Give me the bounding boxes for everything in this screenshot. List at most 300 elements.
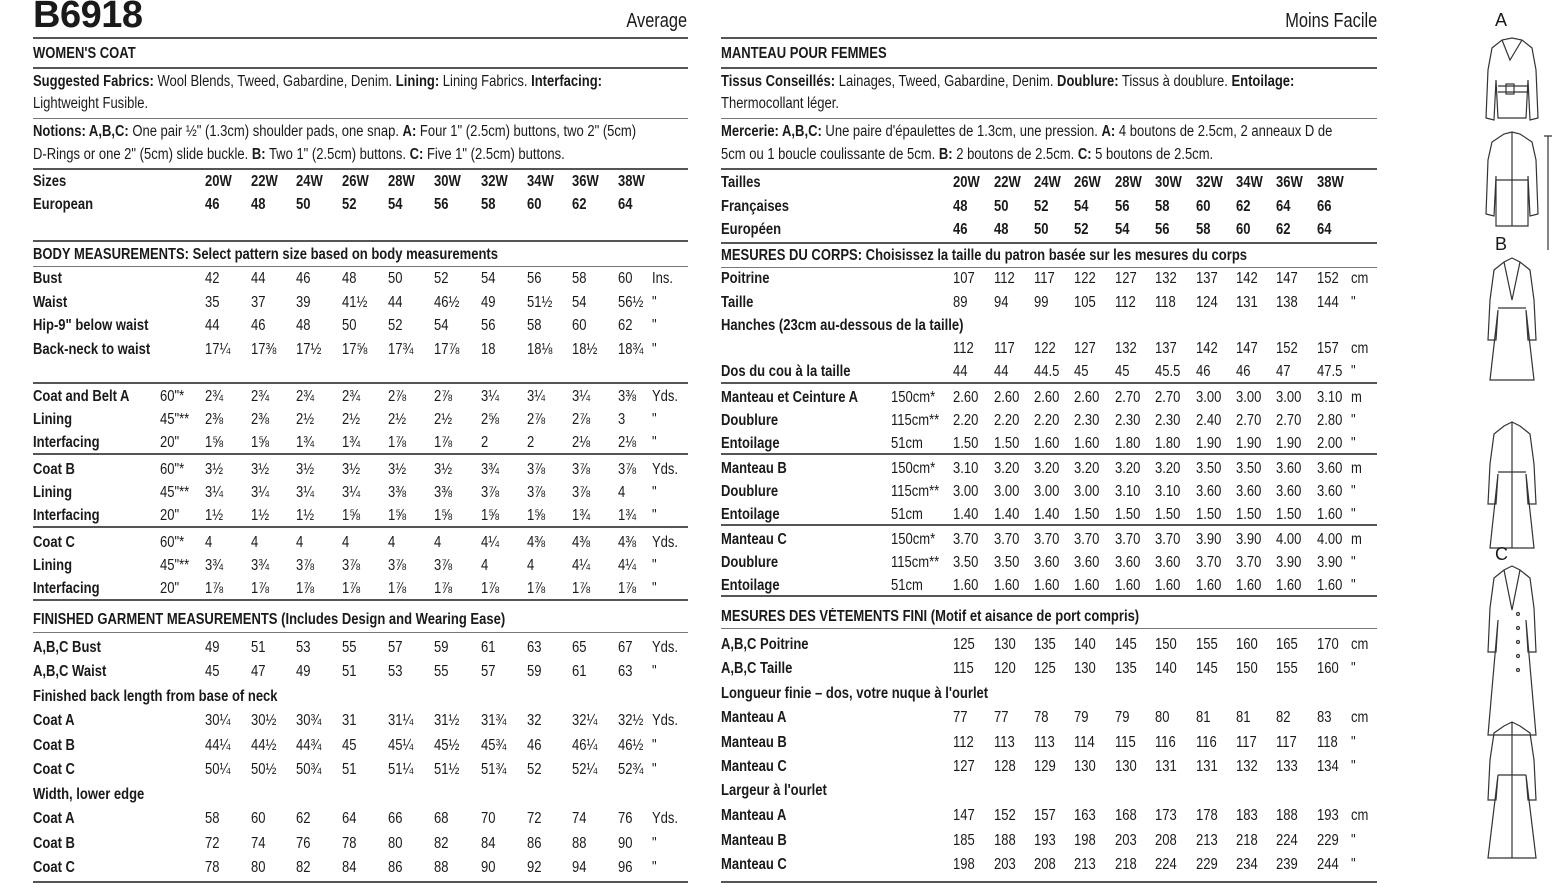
unit: cm: [1351, 636, 1369, 653]
size-value: 185: [953, 831, 975, 849]
size-value: 145: [1196, 660, 1218, 677]
body-measurements-heading-en: BODY MEASUREMENTS: Select pattern size based on body measurements: [33, 246, 498, 263]
size-value: 3⅞: [388, 557, 407, 574]
size-value: 229: [1317, 831, 1339, 849]
size-value: 61: [572, 663, 587, 680]
size-value: 2¾: [251, 388, 270, 405]
size-value: 1⅞: [527, 580, 546, 597]
size-value: 51: [251, 639, 266, 656]
size-value: 3.60: [1317, 483, 1343, 500]
size-value: 208: [1155, 831, 1177, 849]
size-value: 105: [1074, 293, 1096, 311]
size-value: 127: [1115, 270, 1137, 287]
size-value: 1.60: [1074, 435, 1100, 452]
size-value: 1⅝: [251, 434, 270, 451]
size-value: 125: [1034, 660, 1056, 677]
unit: m: [1351, 531, 1362, 548]
size-value: 56: [1155, 221, 1170, 238]
size-value: 1.80: [1155, 435, 1181, 452]
notions-line2-fr-part: C:: [1077, 146, 1092, 163]
size-value: 62: [296, 810, 311, 827]
size-value: 41½: [342, 293, 368, 311]
divider: [33, 526, 688, 528]
size-value: 1⅞: [342, 580, 361, 597]
row-label: Coat C: [33, 534, 75, 551]
size-value: 198: [953, 856, 975, 873]
notions-fr-part: Une paire d'épaulettes de 1.3cm, une pression.: [821, 123, 1102, 140]
row-label: Manteau A: [721, 709, 787, 726]
size-value: 17½: [296, 340, 322, 358]
size-value: 1⅝: [205, 434, 224, 451]
divider: [721, 628, 1377, 629]
notions-en-part: One pair ½" (1.3cm) shoulder pads, one snap.: [128, 123, 403, 140]
notions-line2-en: [33, 146, 565, 164]
size-value: 4: [434, 534, 442, 551]
size-value: 22W: [251, 173, 278, 190]
row-label: Européen: [721, 221, 782, 238]
notions-en-part: Notions: A,B,C:: [33, 123, 129, 140]
size-value: 50: [1034, 221, 1049, 238]
size-value: 72: [205, 834, 220, 852]
size-value: 3.10: [1317, 389, 1343, 406]
size-value: 4.00: [1276, 531, 1302, 548]
row-label: Interfacing: [33, 507, 100, 524]
width-heading-fr: Largeur à l'ourlet: [721, 782, 827, 799]
size-value: 132: [1155, 270, 1177, 287]
size-value: 1½: [296, 507, 315, 524]
size-value: 34W: [1236, 174, 1263, 191]
row-label: Doublure: [721, 412, 779, 429]
unit: ": [652, 293, 657, 311]
row-label: Manteau C: [721, 856, 787, 873]
size-value: 52¾: [618, 761, 644, 778]
unit: ": [1351, 758, 1356, 775]
size-value: 36W: [1276, 174, 1303, 191]
unit: ": [652, 411, 657, 428]
size-value: 18⅛: [527, 340, 553, 358]
size-value: 1½: [251, 507, 270, 524]
size-value: 32¼: [572, 712, 598, 729]
size-value: 1.60: [1236, 577, 1262, 594]
coat-c-front-drawing: [1488, 566, 1536, 735]
size-value: 37: [251, 293, 266, 311]
divider: [721, 242, 1377, 244]
size-value: 45.5: [1155, 363, 1181, 380]
row-label: Bust: [33, 270, 62, 287]
size-value: 3⅞: [572, 484, 591, 501]
size-value: 234: [1236, 856, 1258, 873]
row-label: Entoilage: [721, 577, 780, 594]
size-value: 1.90: [1196, 435, 1222, 452]
size-value: 3.60: [1034, 554, 1060, 571]
size-value: 208: [1034, 856, 1056, 873]
size-value: 120: [994, 660, 1016, 677]
size-value: 3⅞: [527, 484, 546, 501]
size-value: 118: [1155, 293, 1176, 311]
size-value: 58: [572, 270, 587, 287]
size-value: 32W: [1196, 174, 1223, 191]
size-value: 152: [1276, 340, 1298, 357]
row-label: A,B,C Waist: [33, 663, 107, 680]
size-value: 1⅞: [618, 580, 637, 597]
size-value: 203: [1115, 831, 1137, 849]
notions-line2-en-part: D-Rings or one 2" (5cm) slide buckle.: [33, 146, 252, 163]
size-value: 46: [953, 221, 968, 238]
size-value: 3.70: [1034, 531, 1060, 548]
row-label: Coat C: [33, 859, 75, 876]
size-value: 3.00: [1196, 389, 1222, 406]
view-label-b: B: [1495, 234, 1508, 254]
size-value: 3.20: [1074, 460, 1100, 477]
unit: cm: [1351, 807, 1369, 824]
size-value: 3¾: [251, 557, 270, 574]
size-value: 63: [618, 663, 633, 680]
row-label: Coat C: [33, 761, 75, 778]
notions-en-part: A:: [402, 123, 417, 140]
size-value: 3.10: [953, 460, 979, 477]
size-value: 117: [994, 340, 1015, 357]
row-label: Manteau B: [721, 831, 787, 849]
size-value: 86: [388, 859, 403, 876]
size-value: 3.00: [953, 483, 979, 500]
size-value: 2.30: [1155, 412, 1181, 429]
size-value: 130: [994, 636, 1016, 653]
unit: ": [1351, 506, 1356, 523]
size-value: 2½: [434, 411, 453, 428]
size-value: 48: [296, 317, 311, 334]
fabric-width: 20": [160, 434, 180, 451]
size-value: 107: [953, 270, 975, 287]
suggested-fabrics-fr-part: Doublure:: [1057, 73, 1119, 90]
size-value: 3.70: [1115, 531, 1141, 548]
divider: [33, 240, 688, 242]
divider: [721, 118, 1377, 119]
size-value: 163: [1074, 807, 1096, 824]
fabric-width: 51cm: [891, 435, 923, 452]
size-value: 130: [1074, 758, 1096, 775]
unit: Yds.: [652, 461, 679, 478]
size-value: 52: [388, 317, 403, 334]
size-value: 52: [527, 761, 542, 778]
size-value: 1⅞: [205, 580, 224, 597]
size-value: 132: [1236, 758, 1258, 775]
size-value: 74: [572, 810, 587, 827]
size-value: 64: [342, 810, 357, 827]
header-divider-en: [33, 37, 688, 39]
unit: cm: [1351, 709, 1369, 726]
size-value: 3.60: [1276, 483, 1302, 500]
notions-en-part: Four 1" (2.5cm) buttons, two 2" (5cm): [416, 123, 637, 140]
size-value: 51: [342, 663, 357, 680]
divider: [721, 267, 1377, 268]
size-value: 1.60: [1317, 577, 1343, 594]
unit: ": [652, 663, 657, 680]
fabric-width: 150cm*: [891, 531, 936, 548]
size-value: 2⅞: [527, 411, 546, 428]
size-value: 49: [481, 293, 496, 311]
size-value: 76: [618, 810, 633, 827]
size-value: 52: [1034, 197, 1049, 215]
size-value: 60: [572, 317, 587, 334]
unit: ": [652, 557, 657, 574]
size-value: 4¼: [618, 557, 637, 574]
size-value: 58: [1155, 197, 1170, 215]
coat-c-back-drawing: [1488, 722, 1536, 858]
size-value: 84: [481, 834, 496, 852]
fabric-width: 115cm**: [891, 554, 940, 571]
size-value: 2.20: [994, 412, 1020, 429]
notions-line2-en-part: Five 1" (2.5cm) buttons.: [423, 146, 565, 163]
row-label: Taille: [721, 293, 754, 311]
size-value: 31: [342, 712, 357, 729]
size-value: 3½: [434, 461, 453, 478]
size-value: 160: [1236, 636, 1258, 653]
size-value: 50: [994, 197, 1009, 215]
unit: ": [1351, 412, 1356, 429]
row-label: Manteau A: [721, 807, 787, 824]
size-value: 150: [1155, 636, 1177, 653]
size-value: 142: [1196, 340, 1218, 357]
size-value: 1.60: [1155, 577, 1181, 594]
size-value: 49: [296, 663, 311, 680]
divider: [33, 599, 688, 601]
hip-label-fr: Hanches (23cm au-dessous de la taille): [721, 317, 964, 334]
size-value: 2.20: [953, 412, 979, 429]
size-value: 90: [618, 834, 633, 852]
divider: [33, 266, 688, 267]
divider: [721, 595, 1377, 597]
size-value: 60: [1236, 221, 1251, 238]
size-value: 60: [1196, 197, 1211, 215]
view-label-a: A: [1495, 10, 1508, 30]
size-value: 3⅞: [342, 557, 361, 574]
size-value: 3.00: [994, 483, 1020, 500]
size-value: 62: [572, 196, 587, 213]
size-value: 50: [342, 317, 357, 334]
row-label: Lining: [33, 411, 73, 428]
size-value: 160: [1317, 660, 1339, 677]
size-value: 3¼: [342, 484, 361, 501]
size-value: 1.50: [994, 435, 1020, 452]
row-label: Coat B: [33, 736, 75, 754]
unit: ": [1351, 856, 1356, 873]
fabric-width: 150cm*: [891, 460, 936, 477]
size-value: 4: [618, 484, 626, 501]
size-value: 47.5: [1317, 363, 1343, 380]
size-value: 155: [1276, 660, 1298, 677]
size-value: 57: [388, 639, 403, 656]
size-value: 168: [1115, 807, 1137, 824]
size-value: 3⅞: [296, 557, 315, 574]
body-measurements-heading-fr: MESURES DU CORPS: Choisissez la taille du patron basée sur les mesures du corps: [721, 247, 1248, 264]
size-value: 2.70: [1276, 412, 1302, 429]
size-value: 3¼: [296, 484, 315, 501]
unit: ": [1351, 483, 1356, 500]
size-value: 3.00: [1074, 483, 1100, 500]
divider: [33, 632, 688, 633]
row-label: Waist: [33, 293, 68, 311]
size-value: 130: [1115, 758, 1137, 775]
size-value: 3⅞: [527, 461, 546, 478]
size-value: 1.60: [1115, 577, 1141, 594]
row-label: Lining: [33, 484, 73, 501]
size-value: 1¾: [618, 507, 637, 524]
size-value: 4: [481, 557, 489, 574]
size-value: 70: [481, 810, 496, 827]
size-value: 3¼: [481, 388, 500, 405]
fabric-width: 115cm**: [891, 483, 940, 500]
fabric-width: 60"*: [160, 534, 185, 551]
row-label: Interfacing: [33, 434, 100, 451]
size-value: 56: [434, 196, 449, 213]
size-value: 1.60: [1276, 577, 1302, 594]
size-value: 2¾: [205, 388, 224, 405]
unit: ": [652, 859, 657, 876]
size-value: 42: [205, 270, 220, 287]
divider: [721, 453, 1377, 455]
size-value: 157: [1034, 807, 1056, 824]
size-value: 2.60: [953, 389, 979, 406]
size-value: 127: [953, 758, 975, 775]
size-value: 45: [1074, 363, 1089, 380]
size-value: 1.60: [1196, 577, 1222, 594]
size-value: 31¾: [481, 712, 507, 729]
size-value: 55: [434, 663, 449, 680]
size-value: 17¾: [388, 340, 414, 358]
size-value: 35: [205, 293, 220, 311]
unit: Yds.: [652, 534, 679, 551]
size-value: 2.30: [1074, 412, 1100, 429]
row-label: Manteau B: [721, 460, 787, 477]
size-value: 1⅞: [388, 434, 407, 451]
size-value: 3.50: [994, 554, 1020, 571]
size-value: 82: [434, 834, 449, 852]
size-value: 17⅞: [434, 340, 460, 358]
unit: ": [652, 434, 657, 451]
size-value: 65: [572, 639, 587, 656]
size-value: 132: [1115, 340, 1137, 357]
size-value: 3.20: [1155, 460, 1181, 477]
row-label: Coat B: [33, 834, 75, 852]
size-value: 1⅞: [481, 580, 500, 597]
size-value: 52: [342, 196, 357, 213]
size-value: 46: [296, 270, 311, 287]
size-value: 58: [527, 317, 542, 334]
size-value: 1⅝: [342, 507, 361, 524]
suggested-fabrics-en-part: Interfacing:: [531, 73, 603, 90]
size-value: 173: [1155, 807, 1177, 824]
size-value: 1¾: [342, 434, 361, 451]
size-value: 3.70: [994, 531, 1020, 548]
size-value: 1.60: [1034, 435, 1060, 452]
size-value: 2⅜: [251, 411, 270, 428]
size-value: 59: [527, 663, 542, 680]
size-value: 4: [388, 534, 396, 551]
size-value: 150: [1236, 660, 1258, 677]
size-value: 3¼: [527, 388, 546, 405]
size-value: 3.50: [953, 554, 979, 571]
size-value: 1.50: [1236, 506, 1262, 523]
size-value: 3¾: [205, 557, 224, 574]
unit: Yds.: [652, 388, 679, 405]
size-value: 117: [1034, 270, 1055, 287]
size-value: 128: [994, 758, 1016, 775]
size-value: 58: [205, 810, 220, 827]
notions-line2-fr-part: B:: [938, 146, 953, 163]
size-value: 3.00: [1236, 389, 1262, 406]
size-value: 3¾: [481, 461, 500, 478]
size-value: 2⅞: [388, 388, 407, 405]
size-value: 48: [342, 270, 357, 287]
size-value: 135: [1115, 660, 1137, 677]
size-value: 122: [1034, 340, 1056, 357]
size-value: 4: [296, 534, 304, 551]
size-value: 2.70: [1115, 389, 1141, 406]
size-value: 96: [618, 859, 633, 876]
size-value: 2⅝: [481, 411, 500, 428]
notions-fr-part: Mercerie: A,B,C:: [721, 123, 822, 140]
size-value: 24W: [1034, 174, 1061, 191]
size-value: 32½: [618, 712, 644, 729]
size-value: 3⅞: [481, 484, 500, 501]
size-value: 3¼: [251, 484, 270, 501]
size-value: 3¼: [572, 388, 591, 405]
size-value: 64: [1317, 221, 1332, 238]
size-value: 59: [434, 639, 449, 656]
size-value: 3.60: [1155, 554, 1181, 571]
unit: ": [652, 761, 657, 778]
suggested-fabrics-fr-part: Lainages, Tweed, Gabardine, Denim.: [835, 73, 1058, 90]
unit: ": [652, 580, 657, 597]
size-value: 170: [1317, 636, 1339, 653]
view-label-c: C: [1495, 544, 1508, 564]
size-value: 117: [1276, 733, 1297, 751]
suggested-fabrics-en-part: Suggested Fabrics:: [33, 73, 154, 90]
size-value: 1¾: [296, 434, 315, 451]
size-value: 45: [205, 663, 220, 680]
size-value: 50¼: [205, 761, 231, 778]
size-value: 2½: [342, 411, 361, 428]
size-value: 239: [1276, 856, 1298, 873]
divider: [721, 168, 1377, 170]
notions-line2-en-part: B:: [251, 146, 266, 163]
size-value: 117: [1236, 733, 1257, 751]
size-value: 26W: [342, 173, 369, 190]
row-label: Dos du cou à la taille: [721, 363, 851, 380]
size-value: 34W: [527, 173, 554, 190]
size-value: 82: [1276, 709, 1291, 726]
size-value: 2¾: [342, 388, 361, 405]
coat-line-drawings: [1460, 0, 1565, 883]
size-value: 157: [1317, 340, 1339, 357]
fabric-width: 51cm: [891, 577, 923, 594]
size-value: 64: [618, 196, 633, 213]
size-value: 3.20: [994, 460, 1020, 477]
size-value: 1⅞: [434, 434, 453, 451]
fabric-width: 150cm*: [891, 389, 936, 406]
size-value: 3: [618, 411, 626, 428]
size-value: 2⅜: [205, 411, 224, 428]
size-value: 3.60: [1074, 554, 1100, 571]
unit: ": [1351, 554, 1356, 571]
size-value: 138: [1276, 293, 1298, 311]
size-value: 46½: [618, 736, 644, 754]
back-length-heading-en: Finished back length from base of neck: [33, 688, 278, 705]
size-value: 18: [481, 340, 496, 358]
size-value: 137: [1155, 340, 1177, 357]
size-value: 112: [1115, 293, 1136, 311]
size-value: 46: [251, 317, 266, 334]
